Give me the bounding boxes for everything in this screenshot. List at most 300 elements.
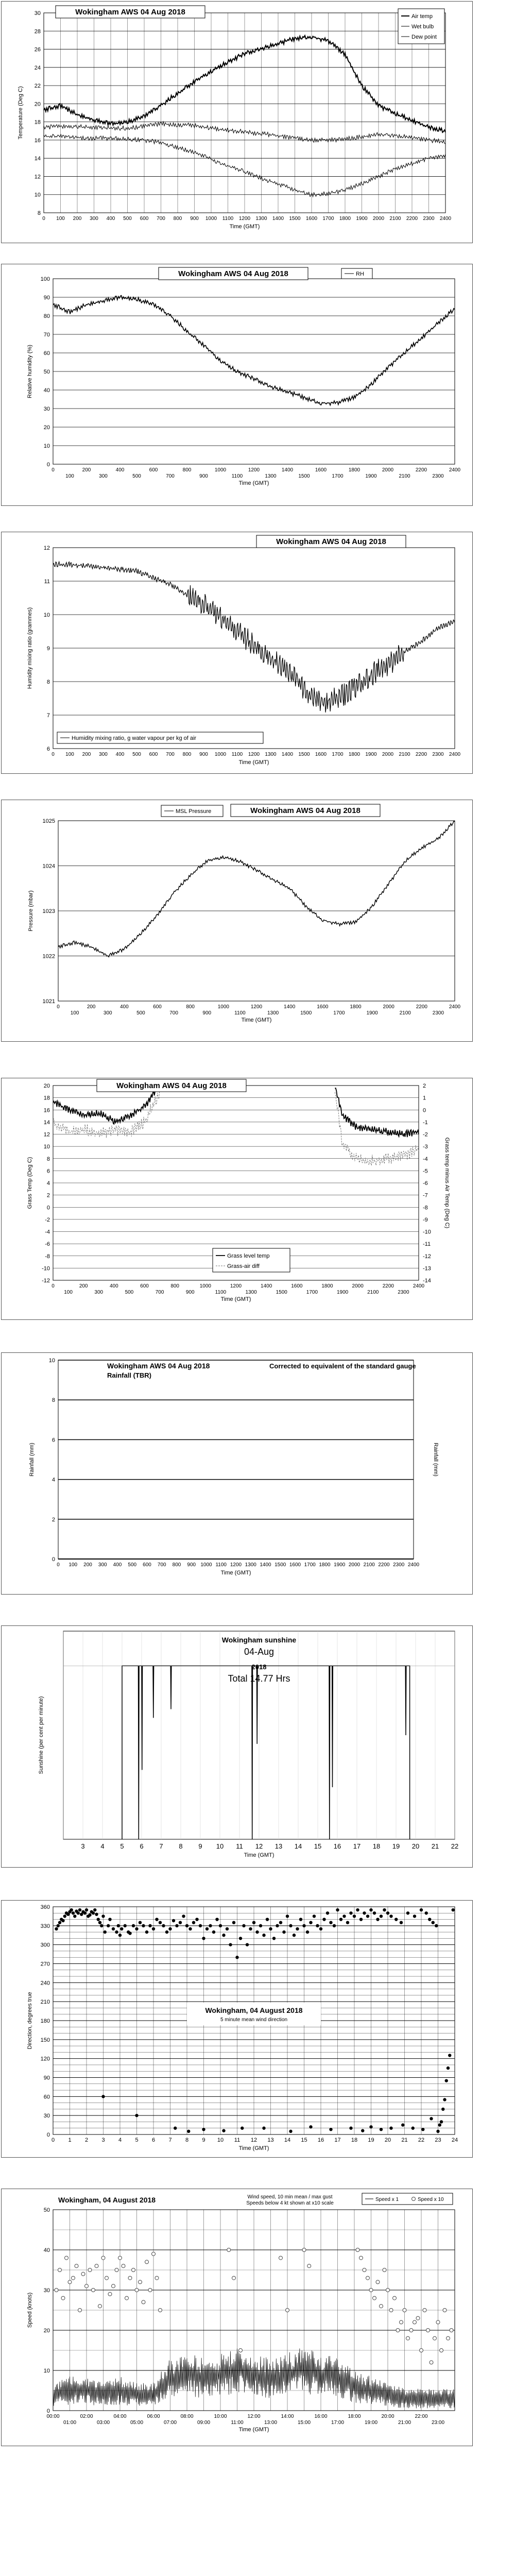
x-tick-label: 200 <box>87 1004 96 1010</box>
data-point <box>346 1921 349 1924</box>
x-tick-label: 600 <box>149 752 158 757</box>
x-tick-label: 700 <box>166 752 175 757</box>
data-point-speed-x10 <box>450 2329 453 2332</box>
data-point <box>100 1924 103 1927</box>
y-tick-label: 80 <box>43 313 50 319</box>
legend-label: Speed x 1 <box>375 2197 399 2202</box>
data-point <box>448 2054 451 2057</box>
x-tick-label: 2300 <box>432 473 444 479</box>
x-tick-label: 700 <box>155 1290 164 1295</box>
data-point <box>380 2128 383 2131</box>
x-tick-label: 22 <box>418 2137 425 2143</box>
x-tick-label: 600 <box>149 467 158 473</box>
data-point <box>70 1908 73 1911</box>
y-tick-label: 6 <box>46 1168 50 1175</box>
data-point-speed-x10 <box>65 2256 68 2260</box>
y-tick-label: 20 <box>43 1083 50 1089</box>
y-tick-label: 300 <box>40 1942 50 1948</box>
data-point <box>212 1930 215 1934</box>
data-point <box>394 1918 398 1921</box>
y-right-tick-label: -6 <box>423 1180 428 1187</box>
x-tick-label: 500 <box>128 1562 137 1568</box>
data-point <box>286 1914 289 1918</box>
x-tick-label: 1000 <box>205 216 217 222</box>
data-point <box>313 1914 316 1918</box>
y-tick-label: 10 <box>43 443 50 449</box>
y-tick-label: 8 <box>52 1397 55 1404</box>
x-tick-label: 200 <box>82 752 91 757</box>
y-tick-label: -4 <box>45 1229 50 1235</box>
y-tick-label: -8 <box>45 1253 50 1260</box>
x-tick-label: 400 <box>119 1004 129 1010</box>
data-point <box>272 1937 276 1940</box>
x-tick-label: 2200 <box>415 752 427 757</box>
y-tick-label: 210 <box>40 1999 50 2006</box>
x-tick-label: 800 <box>173 216 182 222</box>
x-tick-label: 800 <box>170 1283 180 1289</box>
x-tick-label: 0 <box>51 2137 55 2143</box>
data-point <box>215 1918 218 1921</box>
x-tick-label: 1100 <box>215 1290 227 1295</box>
x-tick-label: 2000 <box>352 1283 364 1289</box>
x-tick-label: 800 <box>172 1562 181 1568</box>
legend-label: Dew point <box>411 34 437 40</box>
x-tick-label: 2200 <box>378 1562 390 1568</box>
x-tick-label: 1800 <box>348 752 360 757</box>
data-point-speed-x10 <box>108 2292 112 2296</box>
x-tick-label: 700 <box>157 216 165 222</box>
data-point <box>425 1911 428 1914</box>
data-point-speed-x10 <box>366 2276 370 2280</box>
x-tick-label: 06:00 <box>147 2414 160 2419</box>
x-tick-label: 1500 <box>276 1290 287 1295</box>
x-tick-label: 2400 <box>439 216 452 222</box>
data-point-speed-x10 <box>232 2276 236 2280</box>
data-point <box>142 1924 145 1927</box>
x-tick-label: 1900 <box>336 1290 349 1295</box>
x-tick-label: 1300 <box>255 216 267 222</box>
y-tick-label: 360 <box>40 1904 50 1910</box>
data-point <box>202 1937 205 1940</box>
x-tick-label: 700 <box>157 1562 166 1568</box>
data-point <box>413 1914 416 1918</box>
x-tick-label: 09:00 <box>197 2420 211 2426</box>
x-tick-label: 6 <box>140 1842 144 1850</box>
legend-label: MSL Pressure <box>176 808 212 815</box>
data-point-speed-x10 <box>61 2296 65 2300</box>
x-tick-label: 2000 <box>382 752 394 757</box>
x-tick-label: 19 <box>392 1842 400 1850</box>
x-tick-label: 1400 <box>261 1283 272 1289</box>
chart-pressure <box>1 800 473 1042</box>
y-tick-label: 10 <box>43 612 50 618</box>
y-tick-label: 1022 <box>42 953 55 960</box>
data-point <box>182 1914 185 1918</box>
y-tick-label: 8 <box>46 679 50 685</box>
data-point-speed-x10 <box>430 2361 433 2364</box>
data-point <box>135 2114 138 2117</box>
data-point <box>389 1914 392 1918</box>
y-tick-label: 120 <box>40 2056 50 2062</box>
data-point <box>293 1934 296 1937</box>
x-tick-label: 2100 <box>399 1010 411 1016</box>
x-tick-label: 100 <box>65 752 74 757</box>
data-point <box>246 1943 249 1946</box>
chart-note: Corrected to equivalent of the standard gauge <box>269 1362 416 1370</box>
data-point-speed-x10 <box>440 2349 443 2352</box>
data-point <box>179 1921 182 1924</box>
x-tick-label: 8 <box>179 1842 183 1850</box>
x-tick-label: 1100 <box>222 216 234 222</box>
x-tick-label: 1000 <box>214 752 227 757</box>
data-point <box>145 1930 148 1934</box>
x-tick-label: 1200 <box>248 467 260 473</box>
x-tick-label: 6 <box>151 2137 156 2143</box>
y-tick-label: 9 <box>46 646 50 652</box>
x-tick-label: 2100 <box>367 1290 379 1295</box>
y-axis-label: Sunshine (per cent per minute) <box>38 1696 44 1774</box>
x-tick-label: 1000 <box>199 1283 211 1289</box>
data-point <box>447 2066 450 2070</box>
x-tick-label: 300 <box>99 473 108 479</box>
data-point-speed-x10 <box>239 2349 243 2352</box>
x-tick-label: 200 <box>83 1562 92 1568</box>
x-tick-label: 08:00 <box>180 2414 194 2419</box>
data-point-speed-x10 <box>400 2320 403 2324</box>
data-point-speed-x10 <box>125 2296 129 2300</box>
y-tick-label: 50 <box>43 369 50 375</box>
data-point <box>309 2125 312 2128</box>
data-point <box>202 2128 205 2131</box>
legend-label: Air temp <box>411 13 433 20</box>
x-tick-label: 2100 <box>363 1562 375 1568</box>
x-axis-label: Time (GMT) <box>244 1852 274 1858</box>
x-tick-label: 0 <box>52 752 55 757</box>
x-tick-label: 2000 <box>382 467 394 473</box>
temperature-chart-svg <box>2 2 473 244</box>
y-tick-label: 1025 <box>42 818 55 824</box>
x-tick-label: 17 <box>334 2137 341 2143</box>
chart-grass-temp <box>1 1078 473 1320</box>
data-point <box>205 1927 209 1930</box>
y-axis-label: Temperature (Deg C) <box>18 86 24 140</box>
x-tick-label: 600 <box>153 1004 162 1010</box>
data-point <box>148 1924 151 1927</box>
data-point <box>88 1913 91 1917</box>
x-tick-label: 18 <box>351 2137 358 2143</box>
data-point <box>279 1921 282 1924</box>
data-point <box>380 1914 383 1918</box>
x-tick-label: 100 <box>65 473 74 479</box>
y-tick-label: 12 <box>43 1131 50 1138</box>
wind-direction-chart-svg <box>2 1901 473 2158</box>
data-point <box>342 1914 346 1918</box>
x-tick-label: 300 <box>99 752 108 757</box>
y-tick-label: 6 <box>46 746 50 752</box>
y-right-tick-label: -3 <box>423 1144 428 1150</box>
x-tick-label: 1400 <box>260 1562 271 1568</box>
data-point <box>120 1927 123 1930</box>
chart-note: Speeds below 4 kt shown at x10 scale <box>246 2200 334 2206</box>
data-point <box>61 1919 64 1922</box>
x-tick-label: 0 <box>42 216 45 222</box>
data-point <box>101 1914 105 1918</box>
x-tick-label: 1100 <box>234 1010 246 1016</box>
x-tick-label: 1700 <box>306 1290 318 1295</box>
y-tick-label: 10 <box>34 192 41 198</box>
data-point-speed-x10 <box>142 2300 145 2304</box>
chart-title: Wokingham, 04 August 2018 <box>205 2006 303 2014</box>
y-tick-label: 16 <box>43 1107 50 1114</box>
y-tick-label: -6 <box>45 1241 50 1248</box>
data-point-speed-x10 <box>420 2349 423 2352</box>
y-tick-label: 18 <box>43 1095 50 1101</box>
data-point <box>309 1921 312 1924</box>
data-point <box>159 1921 162 1924</box>
data-point-speed-x10 <box>135 2289 139 2292</box>
data-point <box>117 1924 120 1927</box>
x-tick-label: 15 <box>314 1842 322 1850</box>
x-tick-label: 200 <box>79 1283 88 1289</box>
x-tick-label: 2100 <box>399 752 410 757</box>
y-tick-label: 28 <box>34 28 41 35</box>
x-tick-label: 1100 <box>215 1562 227 1568</box>
data-point-speed-x10 <box>416 2316 420 2320</box>
x-tick-label: 1400 <box>281 752 294 757</box>
x-tick-label: 2400 <box>449 752 461 757</box>
x-tick-label: 2400 <box>413 1283 425 1289</box>
y-tick-label: -2 <box>45 1216 50 1223</box>
x-tick-label: 1900 <box>365 752 377 757</box>
data-point-speed-x10 <box>396 2329 400 2332</box>
x-axis-label: Time (GMT) <box>229 224 260 230</box>
data-point <box>112 1927 115 1930</box>
data-point-speed-x10 <box>302 2248 306 2252</box>
chart-subtitle: Rainfall (TBR) <box>107 1371 151 1379</box>
data-point-speed-x10 <box>389 2309 393 2312</box>
x-tick-label: 1600 <box>317 1004 329 1010</box>
x-tick-label: 3 <box>81 1842 85 1850</box>
y-tick-label: 12 <box>43 545 50 551</box>
y-tick-label: 1024 <box>42 863 55 870</box>
x-tick-label: 1800 <box>319 1562 331 1568</box>
data-point <box>432 1921 435 1924</box>
x-tick-label: 400 <box>113 1562 122 1568</box>
x-tick-label: 400 <box>115 752 125 757</box>
data-point-speed-x10 <box>286 2309 289 2312</box>
data-point <box>168 1927 171 1930</box>
data-point <box>329 1921 332 1924</box>
data-point-speed-x10 <box>447 2336 450 2340</box>
x-tick-label: 05:00 <box>130 2420 144 2426</box>
x-tick-label: 2300 <box>432 1010 444 1016</box>
data-point-speed-x10 <box>423 2309 426 2312</box>
x-tick-label: 12 <box>250 2137 258 2143</box>
x-tick-label: 4 <box>100 1842 105 1850</box>
y-tick-label: 180 <box>40 2018 50 2024</box>
x-tick-label: 900 <box>199 473 208 479</box>
data-point <box>242 1924 245 1927</box>
y-right-tick-label: -10 <box>423 1229 431 1235</box>
data-point <box>262 1934 265 1937</box>
data-point <box>276 1924 279 1927</box>
x-tick-label: 900 <box>187 1562 196 1568</box>
data-point <box>289 2130 292 2133</box>
x-tick-label: 700 <box>169 1010 178 1016</box>
x-axis-label: Time (GMT) <box>238 2427 269 2433</box>
data-point <box>155 1918 158 1921</box>
y-tick-label: 1021 <box>42 998 55 1005</box>
chart-wind-direction <box>1 1900 473 2158</box>
x-tick-label: 21:00 <box>398 2420 411 2426</box>
x-tick-label: 100 <box>70 1010 79 1016</box>
data-point <box>255 1930 259 1934</box>
data-point <box>97 1918 100 1921</box>
x-tick-label: 900 <box>199 752 208 757</box>
x-tick-label: 700 <box>166 473 175 479</box>
x-tick-label: 1200 <box>238 216 251 222</box>
y-tick-label: 2 <box>46 1192 50 1199</box>
y-axis-label: Relative humidity (%) <box>27 345 33 398</box>
chart-total: Total 14.77 Hrs <box>228 1673 290 1684</box>
x-tick-label: 16:00 <box>314 2414 328 2419</box>
data-point-speed-x10 <box>145 2260 149 2264</box>
data-point <box>353 1914 356 1918</box>
data-point <box>63 1914 66 1918</box>
y-tick-label: 22 <box>34 83 41 90</box>
data-point <box>83 1911 87 1914</box>
data-point <box>443 2098 446 2101</box>
data-point-speed-x10 <box>152 2252 156 2256</box>
x-tick-label: 14 <box>284 2137 291 2143</box>
data-point <box>115 1930 118 1934</box>
data-point-speed-x10 <box>128 2276 132 2280</box>
data-point <box>172 1919 175 1922</box>
y-tick-label: 40 <box>43 387 50 394</box>
y-tick-label: 4 <box>46 1180 50 1187</box>
data-point <box>108 1918 111 1921</box>
y-tick-label: 270 <box>40 1961 50 1968</box>
data-point <box>266 1918 269 1921</box>
data-point <box>72 1911 75 1914</box>
x-tick-label: 1500 <box>274 1562 286 1568</box>
x-tick-label: 12:00 <box>247 2414 261 2419</box>
x-tick-label: 1700 <box>304 1562 316 1568</box>
x-tick-label: 2000 <box>383 1004 394 1010</box>
x-tick-label: 24 <box>451 2137 458 2143</box>
data-point-speed-x10 <box>95 2264 98 2268</box>
legend-label: Grass level temp <box>227 1253 270 1259</box>
data-point <box>289 1924 292 1927</box>
data-point <box>269 1927 272 1930</box>
data-point <box>445 2079 448 2082</box>
data-point-speed-x10 <box>78 2309 82 2312</box>
x-tick-label: 20:00 <box>381 2414 394 2419</box>
x-tick-label: 300 <box>98 1562 107 1568</box>
x-tick-label: 10:00 <box>214 2414 227 2419</box>
data-point <box>282 1930 285 1934</box>
chart-title: Wokingham sunshine <box>221 1636 297 1644</box>
data-point-speed-x10 <box>409 2329 413 2332</box>
y-tick-label: 30 <box>34 10 41 16</box>
x-tick-label: 19:00 <box>364 2420 378 2426</box>
x-tick-label: 11 <box>234 2137 241 2143</box>
data-point <box>124 1924 127 1927</box>
x-tick-label: 1900 <box>334 1562 346 1568</box>
data-point-speed-x10 <box>112 2284 115 2288</box>
x-tick-label: 200 <box>73 216 82 222</box>
chart-temperature <box>1 1 473 243</box>
data-point-speed-x10 <box>356 2248 359 2252</box>
data-point <box>187 2130 190 2133</box>
data-point <box>219 1924 222 1927</box>
data-point <box>118 1934 122 1937</box>
data-point-speed-x10 <box>139 2280 142 2284</box>
x-tick-label: 1300 <box>265 752 277 757</box>
x-tick-label: 1500 <box>289 216 301 222</box>
x-tick-label: 2100 <box>389 216 401 222</box>
y-tick-label: 70 <box>43 332 50 338</box>
x-tick-label: 800 <box>186 1004 195 1010</box>
x-tick-label: 3 <box>101 2137 105 2143</box>
y-axis-label: Grass Temp (Deg C) <box>27 1157 33 1209</box>
data-point <box>369 1908 372 1911</box>
data-point <box>366 1914 369 1918</box>
data-point <box>386 1911 389 1914</box>
data-point-speed-x10 <box>92 2289 95 2292</box>
data-point <box>226 1927 229 1930</box>
x-tick-label: 15:00 <box>297 2420 311 2426</box>
data-point-speed-x10 <box>376 2280 380 2284</box>
x-tick-label: 1900 <box>356 216 368 222</box>
x-tick-label: 01:00 <box>63 2420 77 2426</box>
x-tick-label: 800 <box>182 467 192 473</box>
x-axis-label: Time (GMT) <box>220 1296 251 1302</box>
data-point <box>316 1924 319 1927</box>
y-tick-label: 90 <box>43 2075 50 2081</box>
data-point <box>319 1927 322 1930</box>
x-tick-label: 600 <box>140 1283 149 1289</box>
x-tick-label: 500 <box>132 473 141 479</box>
data-point-speed-x10 <box>72 2276 75 2280</box>
y-tick-label: 0 <box>52 1556 55 1563</box>
x-tick-label: 4 <box>118 2137 122 2143</box>
x-axis-label: Time (GMT) <box>241 1017 272 1023</box>
data-point <box>436 2130 439 2133</box>
data-point <box>252 1921 255 1924</box>
data-point <box>389 2127 392 2130</box>
x-tick-label: 17 <box>353 1842 361 1850</box>
chart-year: 2018 <box>251 1663 267 1671</box>
y-right-tick-label: -8 <box>423 1205 428 1211</box>
data-point-speed-x10 <box>383 2268 386 2272</box>
x-tick-label: 1600 <box>315 752 327 757</box>
data-point <box>359 1918 363 1921</box>
x-tick-label: 300 <box>94 1290 104 1295</box>
data-point <box>376 1918 379 1921</box>
x-tick-label: 04:00 <box>113 2414 127 2419</box>
data-point-speed-x10 <box>98 2304 102 2308</box>
data-point <box>339 1918 342 1921</box>
y-right-tick-label: 0 <box>423 1107 426 1114</box>
x-tick-label: 1100 <box>231 473 243 479</box>
x-tick-label: 21 <box>401 2137 408 2143</box>
x-tick-label: 1800 <box>339 216 351 222</box>
x-tick-label: 400 <box>106 216 115 222</box>
y-tick-label: 10 <box>48 1358 55 1364</box>
x-tick-label: 1000 <box>217 1004 229 1010</box>
data-point <box>222 1934 225 1937</box>
